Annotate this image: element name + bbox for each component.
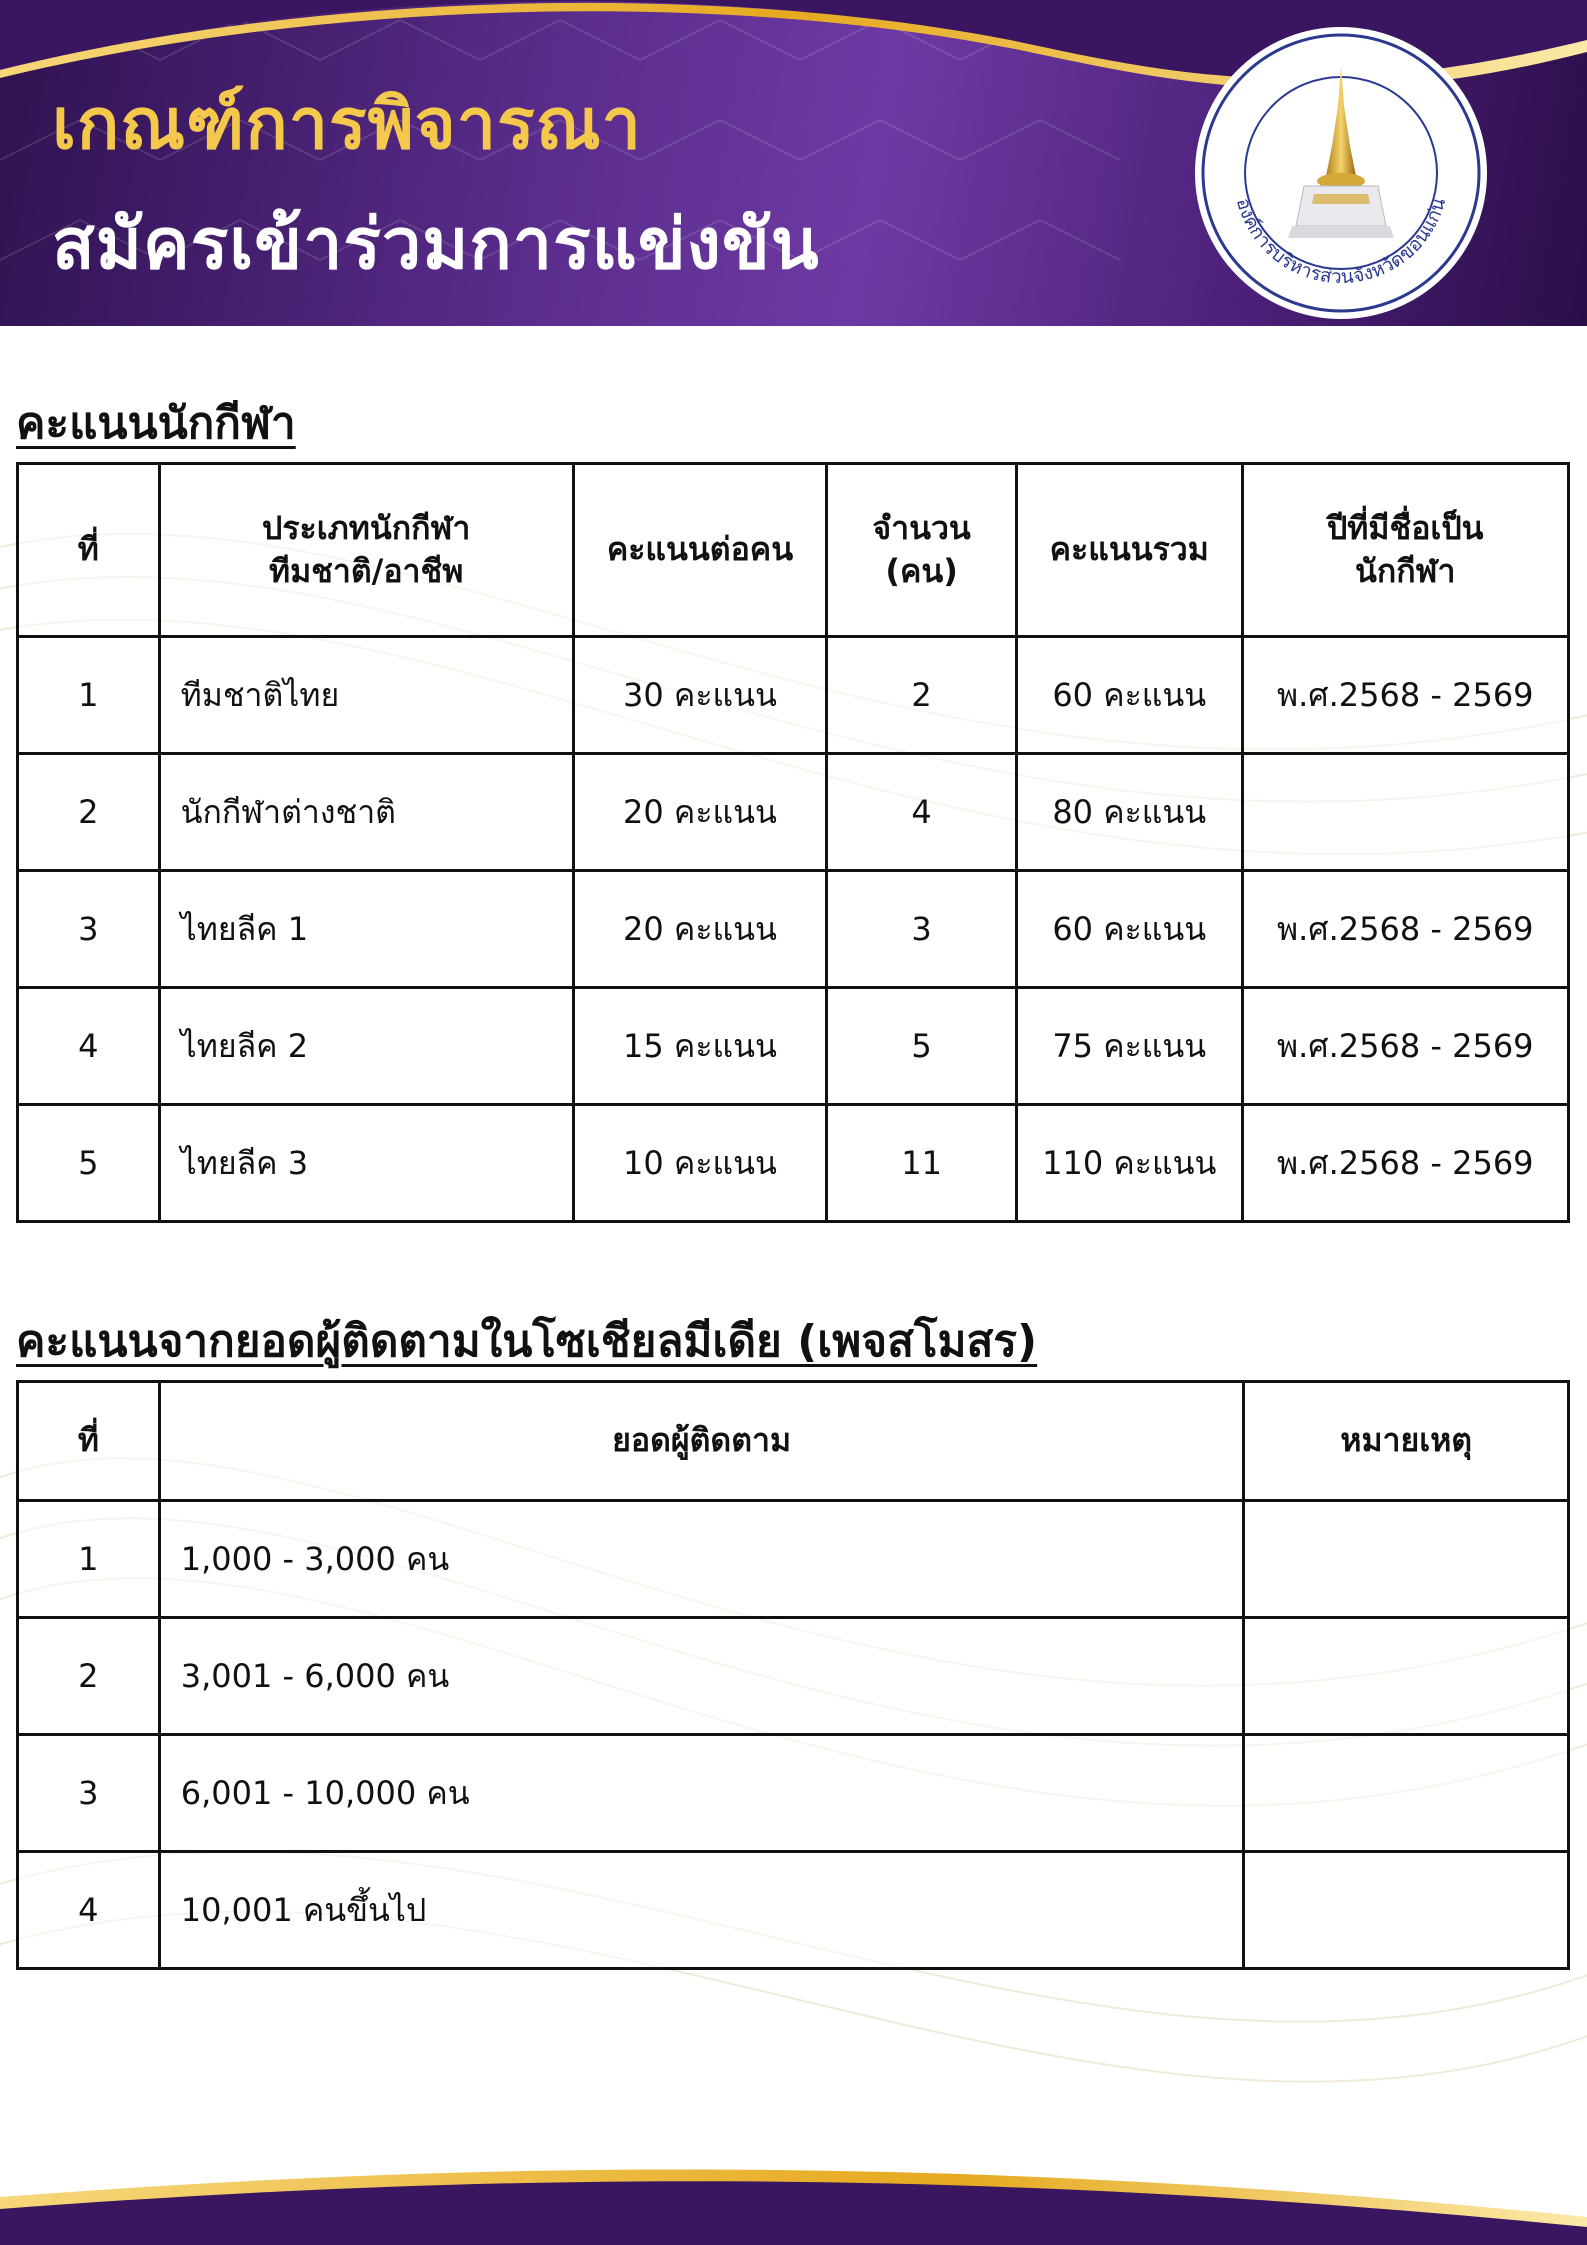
header-athlete-type xyxy=(159,464,573,637)
header-points-per-person: คะแนนต่อคน xyxy=(573,464,827,637)
cell-no: 4 xyxy=(18,988,160,1105)
cell-no: 3 xyxy=(18,1735,160,1852)
cell-note xyxy=(1244,1618,1569,1735)
cell-no: 4 xyxy=(18,1852,160,1969)
header-year-line-1: ปีที่มีชื่อเป็น xyxy=(1326,508,1484,547)
cell-points-per-person: 15 คะแนน xyxy=(573,988,827,1105)
cell-followers: 10,001 คนขึ้นไป xyxy=(159,1852,1244,1969)
header-count-line-2: (คน) xyxy=(885,552,958,590)
cell-total-points: 60 คะแนน xyxy=(1016,871,1242,988)
header-total-points: คะแนนรวม xyxy=(1016,464,1242,637)
header-followers: ยอดผู้ติดตาม xyxy=(159,1382,1244,1501)
athlete-score-section-title: คะแนนนักกีฬา xyxy=(16,398,296,449)
cell-count: 11 xyxy=(827,1105,1017,1222)
table-row xyxy=(18,1501,1569,1618)
cell-total-points: 110 คะแนน xyxy=(1016,1105,1242,1222)
cell-followers: 1,000 - 3,000 คน xyxy=(159,1501,1244,1618)
table-row xyxy=(18,988,1569,1105)
cell-athlete-type: ไทยลีค 3 xyxy=(159,1105,573,1222)
cell-count: 5 xyxy=(827,988,1017,1105)
footer-wave xyxy=(0,2135,1587,2245)
cell-athlete-type: นักกีฬาต่างชาติ xyxy=(159,754,573,871)
table-header-row xyxy=(18,1382,1569,1501)
cell-points-per-person: 20 คะแนน xyxy=(573,871,827,988)
header-no: ที่ xyxy=(18,1382,160,1501)
page-title-line-1: เกณฑ์การพิจารณา xyxy=(52,83,642,165)
cell-points-per-person: 30 คะแนน xyxy=(573,637,827,754)
header-count-line-1: จำนวน xyxy=(872,508,971,547)
header-count xyxy=(827,464,1017,637)
cell-no: 3 xyxy=(18,871,160,988)
cell-year xyxy=(1242,754,1568,871)
cell-no: 2 xyxy=(18,754,160,871)
cell-no: 2 xyxy=(18,1618,160,1735)
cell-followers: 3,001 - 6,000 คน xyxy=(159,1618,1244,1735)
cell-count: 4 xyxy=(827,754,1017,871)
social-media-section-title: คะแนนจากยอดผู้ติดตามในโซเชียลมีเดีย (เพจสโมสร) xyxy=(16,1316,1038,1367)
header-no: ที่ xyxy=(18,464,160,637)
cell-followers: 6,001 - 10,000 คน xyxy=(159,1735,1244,1852)
cell-year: พ.ศ.2568 - 2569 xyxy=(1242,871,1568,988)
page-title-line-2: สมัครเข้าร่วมการแข่งขัน xyxy=(52,203,820,285)
header-athlete-type-line-1: ประเภทนักกีฬา xyxy=(262,508,471,547)
cell-no: 5 xyxy=(18,1105,160,1222)
table-header-row xyxy=(18,464,1569,637)
cell-athlete-type: ไทยลีค 2 xyxy=(159,988,573,1105)
cell-note xyxy=(1244,1852,1569,1969)
cell-year: พ.ศ.2568 - 2569 xyxy=(1242,637,1568,754)
cell-no: 1 xyxy=(18,637,160,754)
table-row xyxy=(18,1105,1569,1222)
cell-athlete-type: ทีมชาติไทย xyxy=(159,637,573,754)
cell-points-per-person: 10 คะแนน xyxy=(573,1105,827,1222)
header-year-line-2: นักกีฬา xyxy=(1355,552,1456,590)
table-row xyxy=(18,637,1569,754)
header-athlete-type-line-2: ทีมชาติ/อาชีพ xyxy=(268,552,464,590)
logo-text: องค์การบริหารส่วนจังหวัดขอนแก่น xyxy=(1231,195,1451,289)
cell-points-per-person: 20 คะแนน xyxy=(573,754,827,871)
table-row xyxy=(18,871,1569,988)
header-year xyxy=(1242,464,1568,637)
social-media-score-table xyxy=(16,1380,1570,1970)
cell-athlete-type: ไทยลีค 1 xyxy=(159,871,573,988)
cell-no: 1 xyxy=(18,1501,160,1618)
cell-count: 3 xyxy=(827,871,1017,988)
cell-total-points: 75 คะแนน xyxy=(1016,988,1242,1105)
organization-logo xyxy=(1194,26,1488,320)
cell-count: 2 xyxy=(827,637,1017,754)
cell-note xyxy=(1244,1735,1569,1852)
cell-total-points: 80 คะแนน xyxy=(1016,754,1242,871)
header-note: หมายเหตุ xyxy=(1244,1382,1569,1501)
table-row xyxy=(18,754,1569,871)
table-row xyxy=(18,1618,1569,1735)
cell-year: พ.ศ.2568 - 2569 xyxy=(1242,1105,1568,1222)
athlete-score-table xyxy=(16,462,1570,1223)
table-row xyxy=(18,1852,1569,1969)
cell-year: พ.ศ.2568 - 2569 xyxy=(1242,988,1568,1105)
table-row xyxy=(18,1735,1569,1852)
cell-total-points: 60 คะแนน xyxy=(1016,637,1242,754)
cell-note xyxy=(1244,1501,1569,1618)
